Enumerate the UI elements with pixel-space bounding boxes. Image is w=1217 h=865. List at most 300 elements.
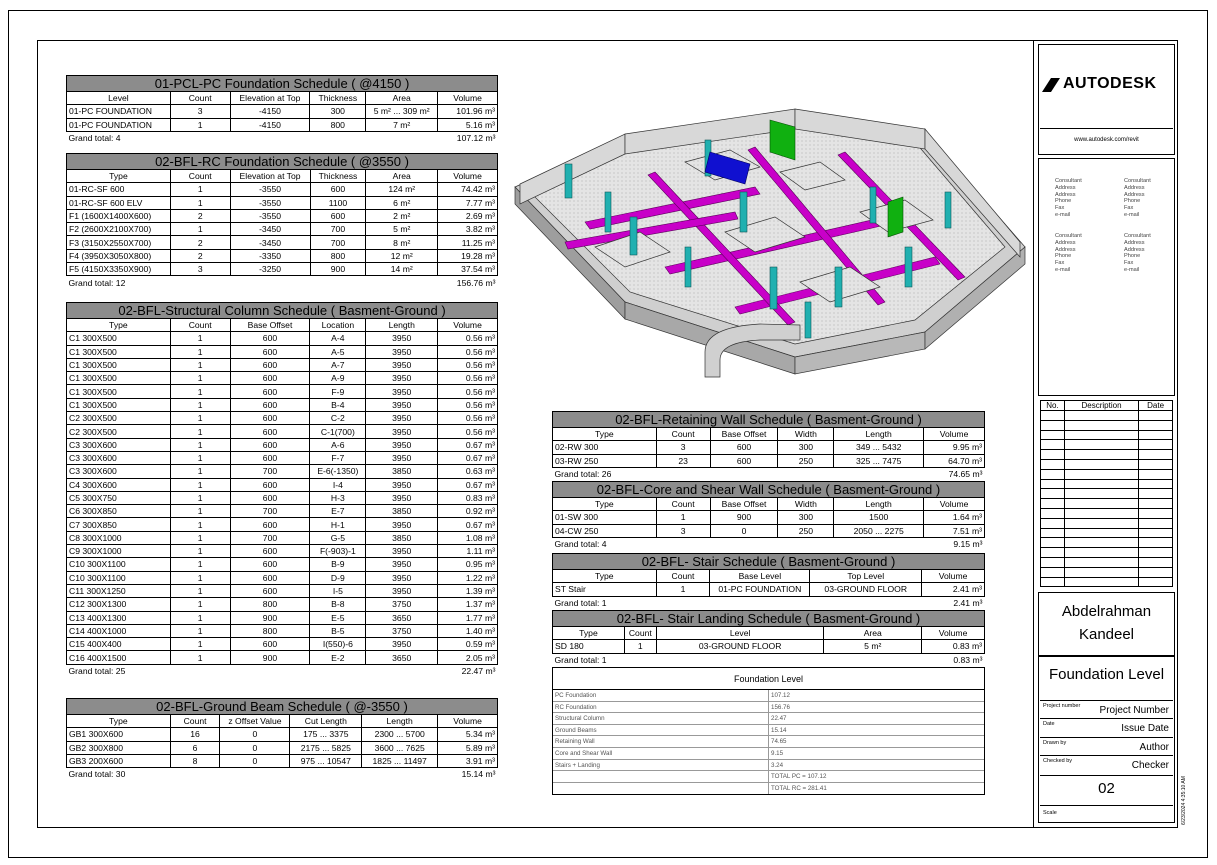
table-cell: 1 [170,332,230,345]
table-cell: 3 [656,441,710,454]
table-cell: 1.77 m³ [438,611,498,624]
column-header: Type [67,715,171,728]
column-header: Type [67,170,171,183]
column-header: Count [656,428,710,441]
revision-cell [1041,577,1065,587]
table-cell: 1 [170,412,230,425]
table-row [67,412,498,425]
consultant-block-2 [1124,178,1151,219]
summary-category: Core and Shear Wall [553,748,769,759]
table-cell: F5 (4150X3350X900) [67,263,171,276]
revision-cell [1064,567,1138,577]
table-row [67,425,498,438]
revision-cell [1041,489,1065,499]
revision-cell [1041,499,1065,509]
table-cell: 2.41 m³ [922,583,985,596]
table-cell: 2.69 m³ [438,209,498,222]
table-cell: 600 [230,545,310,558]
column-header: Base Level [710,570,810,583]
table-cell: 0 [220,741,290,754]
revision-row [1041,489,1173,499]
table-cell: C1 300X500 [67,332,171,345]
table-cell: 1 [170,465,230,478]
grand-total-label: Grand total: 4 [554,539,607,550]
consultant-line: Address [1124,184,1145,191]
revision-cell [1139,430,1173,440]
column-header: Base Offset [710,428,778,441]
table-cell: 3950 [366,545,438,558]
grand-total-label: Grand total: 4 [68,133,121,144]
table-cell: C16 400X1500 [67,651,171,664]
table-cell: 0 [710,524,778,537]
table-cell: 600 [230,558,310,571]
revision-row [1041,440,1173,450]
table-cell: 0 [220,754,290,767]
grand-total-label: Grand total: 12 [68,277,126,288]
revision-header: No. [1041,401,1065,411]
revision-cell [1041,469,1065,479]
table-cell: F1 (1600X1400X600) [67,209,171,222]
grand-total-value: 0.83 m³ [953,654,983,665]
schedule-title: 02-BFL- Stair Schedule ( Basment-Ground ) [553,554,985,570]
table-cell: 975 ... 10547 [290,754,362,767]
table-cell: 14 m² [366,263,438,276]
field-label: Drawn by [1043,740,1067,746]
table-cell: -3550 [230,183,310,196]
table-row [67,571,498,584]
consultant-line: Consultant [1124,233,1151,239]
table-row [67,558,498,571]
table-cell: F2 (2600X2100X700) [67,223,171,236]
table-cell: 3950 [366,345,438,358]
titleblock-field [1040,755,1173,773]
table-row [67,651,498,664]
table-cell: 800 [230,598,310,611]
table-cell: -3550 [230,196,310,209]
table-cell: 3950 [366,491,438,504]
table-cell: A-5 [310,345,366,358]
table-cell: 5 m² ... 309 m² [366,105,438,118]
revision-cell [1041,518,1065,528]
table-cell: C3 300X600 [67,465,171,478]
field-label: Checked by [1043,758,1073,764]
table-cell: 600 [230,571,310,584]
revision-header: Date [1139,401,1173,411]
table-cell: 3600 ... 7625 [362,741,438,754]
table-cell: 0.67 m³ [438,451,498,464]
table-cell: 1 [170,611,230,624]
revision-cell [1064,420,1138,430]
grand-total-label: Grand total: 1 [554,597,607,608]
revision-row [1041,411,1173,421]
revision-row [1041,548,1173,558]
consultant-line: Phone [1055,198,1072,205]
table-cell: 1 [170,183,230,196]
table-row [67,118,498,131]
table-cell: 3.82 m³ [438,223,498,236]
table-cell: 3950 [366,571,438,584]
summary-value: 9.15 [771,749,784,757]
table-cell: 600 [230,478,310,491]
summary-title: Foundation Level [553,668,984,690]
autodesk-logo-text: AUTODESK [1063,75,1157,92]
consultant-line: e-mail [1055,211,1071,218]
table-cell: 3950 [366,425,438,438]
revision-cell [1041,459,1065,469]
revision-cell [1064,440,1138,450]
revision-cell [1064,557,1138,567]
table-row [67,236,498,249]
revision-cell [1139,508,1173,518]
column-header: Width [778,428,834,441]
table-cell: 1 [170,118,230,131]
table-cell: 1.11 m³ [438,545,498,558]
table-cell: 600 [230,398,310,411]
revision-cell [1139,411,1173,421]
column-header: Count [656,498,710,511]
table-cell: C15 400X400 [67,638,171,651]
table-cell: C5 300X750 [67,491,171,504]
revision-cell [1139,420,1173,430]
revision-cell [1139,489,1173,499]
table-cell: 600 [230,518,310,531]
revision-cell [1139,440,1173,450]
table-cell: 1825 ... 11497 [362,754,438,767]
column-header: Thickness [310,92,366,105]
table-cell: 8 m² [366,236,438,249]
revision-cell [1064,430,1138,440]
3d-foundation-model-view [505,92,1035,392]
revision-cell [1064,499,1138,509]
table-cell: 1 [170,398,230,411]
table-cell: 1 [170,638,230,651]
consultant-line: Fax [1055,260,1065,267]
table-cell: A-6 [310,438,366,451]
column-header: z Offset Value [220,715,290,728]
field-value: Checker [1131,760,1169,771]
table-row [67,584,498,597]
table-cell: 16 [170,728,220,741]
table-cell: 5.89 m³ [438,741,498,754]
pc-foundation-schedule [66,75,498,144]
table-row [67,741,498,754]
revision-row [1041,567,1173,577]
table-cell: 1 [170,372,230,385]
table-cell: 11.25 m³ [438,236,498,249]
consultant-line: Consultant [1055,233,1082,239]
revision-cell [1139,528,1173,538]
table-cell: 3950 [366,332,438,345]
table-row [67,358,498,371]
table-cell: C1 300X500 [67,358,171,371]
sheet-number-divider [1040,775,1173,776]
table-cell: 1 [170,518,230,531]
summary-value: 107.12 [771,692,790,699]
table-row [67,638,498,651]
table-cell: C1 300X500 [67,372,171,385]
table-cell: 1 [170,651,230,664]
table-row [67,398,498,411]
revision-cell [1139,538,1173,548]
table-cell: B-8 [310,598,366,611]
revision-cell [1139,548,1173,558]
revision-cell [1064,538,1138,548]
table-cell: GB1 300X600 [67,728,171,741]
table-cell: 1 [170,505,230,518]
revision-row [1041,469,1173,479]
table-cell: -3450 [230,236,310,249]
table-cell: 01-PC FOUNDATION [710,583,810,596]
table-row [67,438,498,451]
table-cell: 101.96 m³ [438,105,498,118]
consultant-line: Address [1055,239,1076,246]
summary-row [553,725,984,737]
revision-cell [1064,459,1138,469]
field-value: Project Number [1099,705,1169,716]
table-cell: 1 [656,583,710,596]
table-cell: 0.56 m³ [438,332,498,345]
table-cell: 1 [170,491,230,504]
table-cell: 02-RW 300 [553,441,657,454]
revision-cell [1041,557,1065,567]
table-cell: 3950 [366,518,438,531]
table-row [553,583,985,596]
table-row [553,524,985,537]
table-cell: C2 300X500 [67,412,171,425]
table-cell: C14 400X1000 [67,624,171,637]
table-cell: 1.08 m³ [438,531,498,544]
table-row [67,611,498,624]
table-cell: 800 [310,118,366,131]
table-cell: 1 [170,385,230,398]
revision-row [1041,557,1173,567]
table-cell: 900 [230,611,310,624]
table-cell: 600 [710,441,778,454]
revision-row [1041,420,1173,430]
table-cell: 01-RC-SF 600 [67,183,171,196]
column-header: Count [170,319,230,332]
column-header: Length [834,428,924,441]
summary-row [553,760,984,772]
table-cell: 175 ... 3375 [290,728,362,741]
table-cell: 03-GROUND FLOOR [810,583,922,596]
table-cell: 64.70 m³ [924,454,985,467]
summary-row [553,713,984,725]
summary-category [553,783,769,795]
consultant-line: Address [1124,191,1145,198]
table-row [67,545,498,558]
consultant-line: e-mail [1124,211,1140,218]
revision-cell [1139,499,1173,509]
column-header: Volume [922,570,985,583]
revision-cell [1041,420,1065,430]
consultant-line: Phone [1055,253,1072,260]
column-header: Volume [924,428,985,441]
table-cell: G-5 [310,531,366,544]
table-cell: 3 [170,105,230,118]
table-cell: I-4 [310,478,366,491]
field-label: Project number [1043,703,1081,709]
consultant-line: Consultant [1055,178,1082,184]
schedule-title: 02-BFL- Stair Landing Schedule ( Basment-Ground ) [553,611,985,627]
table-cell: E-7 [310,505,366,518]
revision-cell [1064,518,1138,528]
table-cell: 1500 [834,511,924,524]
table-cell: 0.83 m³ [438,491,498,504]
table-cell: 1 [170,624,230,637]
table-row [67,372,498,385]
table-row [67,332,498,345]
table-cell: 1.22 m³ [438,571,498,584]
grand-total-label: Grand total: 1 [554,654,607,665]
column-header: Width [778,498,834,511]
print-timestamp: 6/23/2024 4:35:10 AM [1181,776,1187,825]
revision-cell [1041,440,1065,450]
table-cell: 700 [230,531,310,544]
table-cell: A-4 [310,332,366,345]
grand-total-value: 22.47 m³ [461,665,496,676]
table-row [67,183,498,196]
table-cell: 0.56 m³ [438,345,498,358]
table-cell: 5 m² [824,640,922,653]
table-cell: C-1(700) [310,425,366,438]
autodesk-logo-icon [1042,78,1060,92]
schedule-title: 02-BFL-Retaining Wall Schedule ( Basment-Ground ) [553,412,985,428]
table-cell: 04-CW 250 [553,524,657,537]
table-cell: 1 [170,584,230,597]
summary-value: 22.47 [771,715,787,723]
summary-category: Structural Column [553,713,769,724]
revision-cell [1139,450,1173,460]
table-cell: 5.16 m³ [438,118,498,131]
scale-divider [1040,805,1173,806]
author-name-line1: Abdelrahman [1061,603,1152,620]
table-cell: -3550 [230,209,310,222]
table-cell: 3.91 m³ [438,754,498,767]
table-cell: 7.77 m³ [438,196,498,209]
table-row [67,196,498,209]
table-cell: 0.56 m³ [438,372,498,385]
table-cell: 1.37 m³ [438,598,498,611]
table-cell: 2300 ... 5700 [362,728,438,741]
table-cell: 1.64 m³ [924,511,985,524]
revision-cell [1064,489,1138,499]
column-header: Count [170,92,230,105]
consultant-block-4 [1124,233,1151,274]
consultant-line: Phone [1124,253,1141,260]
table-cell: 3650 [366,611,438,624]
consultant-line: Consultant [1124,178,1151,184]
table-cell: 0.95 m³ [438,558,498,571]
table-row [67,728,498,741]
table-row [67,478,498,491]
table-cell: F-9 [310,385,366,398]
revision-cell [1064,548,1138,558]
column-header: Volume [922,627,985,640]
table-cell: F4 (3950X3050X800) [67,249,171,262]
table-cell: C11 300X1250 [67,584,171,597]
table-cell: 3850 [366,505,438,518]
table-cell: F-7 [310,451,366,464]
revision-cell [1041,528,1065,538]
table-cell: 124 m² [366,183,438,196]
table-cell: 1 [170,598,230,611]
table-cell: C9 300X1000 [67,545,171,558]
table-cell: SD 180 [553,640,625,653]
table-cell: 300 [778,441,834,454]
table-cell: 2 [170,249,230,262]
table-cell: 900 [230,651,310,664]
grand-total-value: 15.14 m³ [461,769,496,780]
author-name-line2: Kandeel [1078,626,1135,643]
table-cell: E-6(-1350) [310,465,366,478]
revision-cell [1139,577,1173,587]
table-cell: 700 [310,223,366,236]
table-cell: 250 [778,454,834,467]
grand-total-value: 2.41 m³ [953,597,983,608]
table-cell: 300 [310,105,366,118]
table-row [67,598,498,611]
table-cell: -3250 [230,263,310,276]
column-header: Volume [924,498,985,511]
table-cell: 3 [656,524,710,537]
table-cell: 3950 [366,358,438,371]
table-cell: 0.56 m³ [438,398,498,411]
table-cell: 600 [230,425,310,438]
table-cell: C12 300X1300 [67,598,171,611]
table-cell: 01-PC FOUNDATION [67,118,171,131]
summary-row [553,783,984,795]
table-cell: 5.34 m³ [438,728,498,741]
table-cell: ST Stair [553,583,657,596]
table-cell: C4 300X600 [67,478,171,491]
summary-row [553,702,984,714]
column-header: Length [362,715,438,728]
table-cell: 12 m² [366,249,438,262]
table-cell: 349 ... 5432 [834,441,924,454]
core-shear-wall-schedule [552,481,985,550]
grand-total-value: 156.76 m³ [456,277,496,288]
ground-beam-schedule [66,698,498,781]
table-cell: 0.59 m³ [438,638,498,651]
revision-cell [1064,508,1138,518]
retaining-wall-schedule [552,411,985,480]
table-cell: C3 300X600 [67,438,171,451]
table-cell: D-9 [310,571,366,584]
column-header: Elevation at Top [230,170,310,183]
column-header: Count [656,570,710,583]
column-header: Base Offset [230,319,310,332]
table-row [67,531,498,544]
field-value: Author [1139,742,1169,753]
column-header: Volume [438,92,498,105]
table-cell: 1 [170,545,230,558]
autodesk-url: www.autodesk.com/revit [1074,137,1139,143]
revision-row [1041,479,1173,489]
grand-total-label: Grand total: 30 [68,769,126,780]
summary-value: TOTAL PC = 107.12 [771,773,827,781]
table-cell: 7.51 m³ [924,524,985,537]
table-cell: 1 [170,438,230,451]
revision-cell [1041,450,1065,460]
table-row [67,223,498,236]
revision-cell [1139,469,1173,479]
revision-row [1041,538,1173,548]
table-cell: 0.92 m³ [438,505,498,518]
table-cell: 600 [230,412,310,425]
schedule-title: 02-BFL-RC Foundation Schedule ( @3550 ) [67,154,498,170]
table-cell: C10 300X1100 [67,558,171,571]
